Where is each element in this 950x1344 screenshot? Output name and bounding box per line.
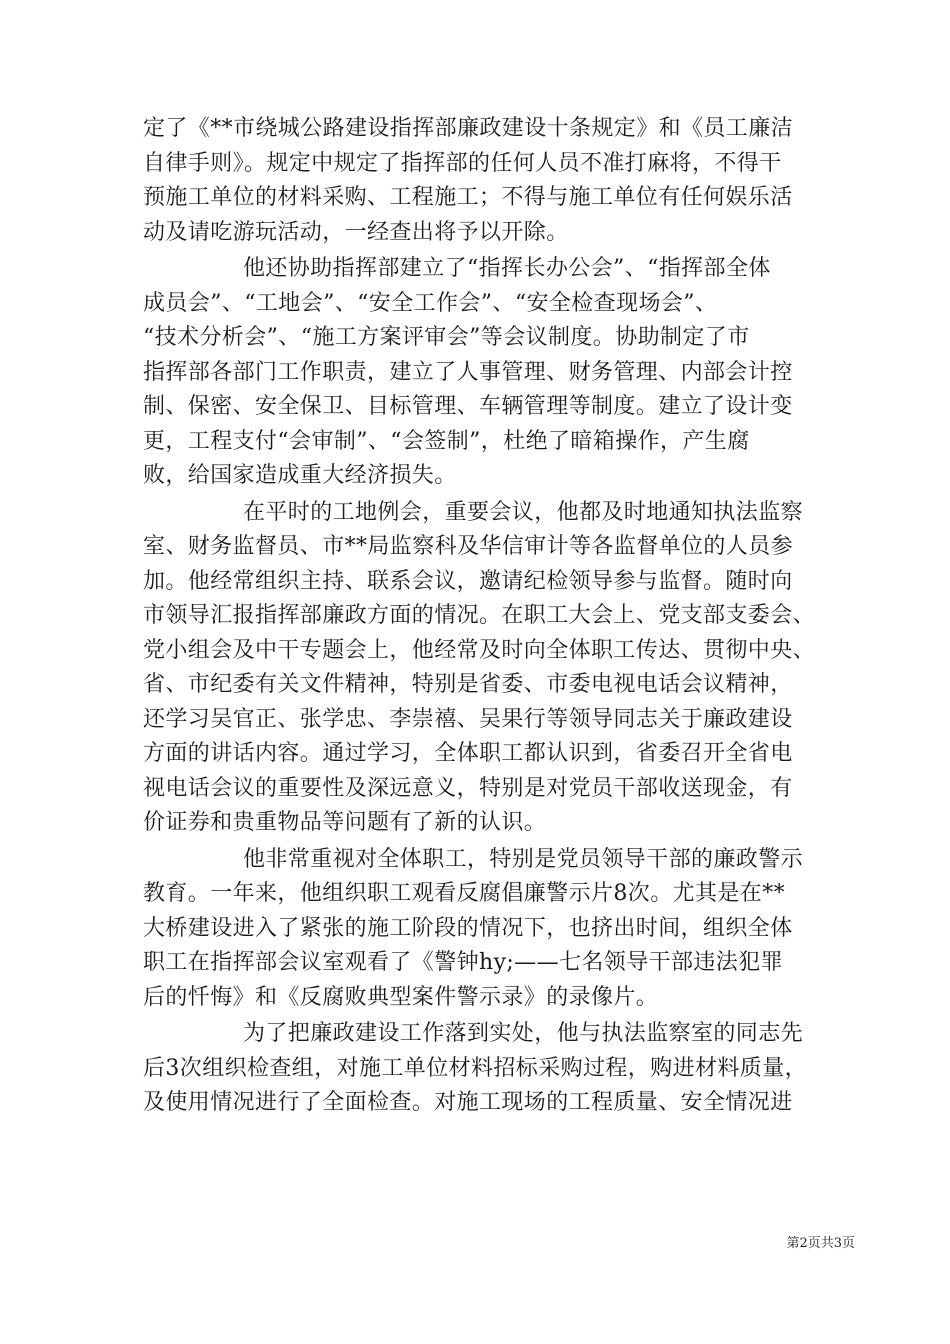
text-line: 为了把廉政建设工作落到实处，他与执法监察室的同志先 — [243, 1021, 804, 1046]
text-line: 后3次组织检查组，对施工单位材料招标采购过程，购进材料质量， — [143, 1055, 807, 1081]
text-line: 价证券和贵重物品等问题有了新的认识。 — [143, 810, 547, 835]
text-line: 自律手则》。规定中规定了指挥部的任何人员不准打麻将，不得干 — [143, 150, 782, 176]
paragraph — [143, 112, 811, 250]
text-line: 他非常重视对全体职工，特别是党员领导干部的廉政警示 — [243, 846, 804, 872]
page-number: 第2页共3页 — [786, 1236, 855, 1251]
text-line: 指挥部各部门工作职责，建立了人事管理、财务管理、内部会计控 — [143, 359, 793, 385]
text-line: “技术分析会”、“施工方案评审会”等会议制度。协助制定了市 — [143, 325, 750, 350]
text-line: 败，给国家造成重大经济损失。 — [143, 463, 457, 488]
text-line: 市领导汇报指挥部廉政方面的情况。在职工大会上、党支部支委会、 — [143, 603, 816, 628]
text-line: 定了《**市绕城公路建设指挥部廉政建设十条规定》和《员工廉洁 — [143, 116, 794, 141]
text-line: 还学习吴官正、张学忠、李崇禧、吴果行等领导同志关于廉政建设 — [143, 706, 793, 732]
text-line: 大桥建设进入了紧张的施工阶段的情况下，也挤出时间，组织全体 — [143, 915, 793, 941]
text-line: 他还协助指挥部建立了“指挥长办公会”、“指挥部全体 — [243, 256, 771, 281]
text-line: 动及请吃游玩活动，一经查出将予以开除。 — [143, 219, 569, 245]
text-line: 省、市纪委有关文件精神，特别是省委、市委电视电话会议精神， — [143, 672, 793, 697]
text-line: 更，工程支付“会审制”、“会签制”，杜绝了暗箱操作，产生腐 — [143, 428, 750, 454]
text-line: 职工在指挥部会议室观看了《警钟hy;——七名领导干部违法犯罪 — [143, 950, 784, 975]
text-line: 制、保密、安全保卫、目标管理、车辆管理等制度。建立了设计变 — [143, 394, 793, 419]
text-line: 视电话会议的重要性及深远意义，特别是对党员干部收送现金，有 — [143, 775, 793, 801]
text-line: 后的忏悔》和《反腐败典型案件警示录》的录像片。 — [143, 984, 659, 1010]
text-line: 教育。一年来，他组织职工观看反腐倡廉警示片8次。尤其是在** — [143, 881, 785, 906]
text-line: 成员会”、“工地会”、“安全工作会”、“安全检查现场会”、 — [143, 290, 718, 316]
text-line: 及使用情况进行了全面检查。对施工现场的工程质量、安全情况进 — [143, 1090, 793, 1115]
paragraph — [143, 496, 816, 841]
text-line: 加。他经常组织主持、联系会议，邀请纪检领导参与监督。随时向 — [143, 568, 793, 594]
body-text — [143, 112, 816, 1123]
paragraph — [143, 843, 811, 1016]
text-line: 在平时的工地例会，重要会议，他都及时地通知执法监察 — [243, 499, 804, 525]
text-line: 预施工单位的材料采购、工程施工；不得与施工单位有任何娱乐活 — [143, 185, 793, 210]
text-line: 方面的讲话内容。通过学习，全体职工都认识到，省委召开全省电 — [143, 741, 793, 766]
paragraph — [143, 1017, 811, 1121]
text-line: 党小组会及中干专题会上，他经常及时向全体职工传达、贯彻中央、 — [143, 637, 816, 663]
text-line: 室、财务监督员、市**局监察科及华信审计等各监督单位的人员参 — [143, 534, 794, 559]
paragraph — [143, 252, 811, 494]
